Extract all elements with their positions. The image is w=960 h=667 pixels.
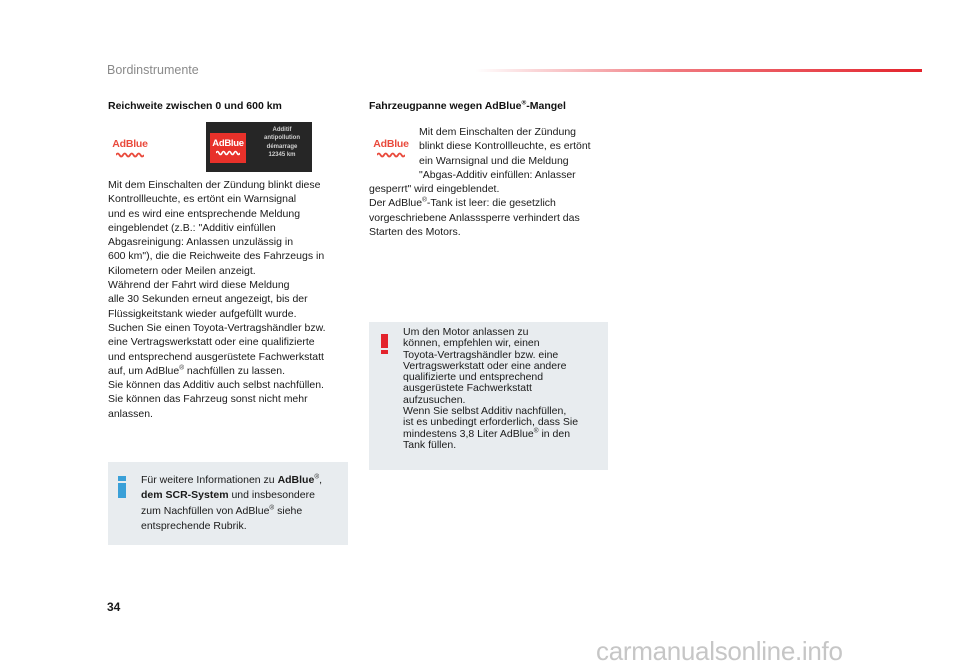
text-span: nachfüllen zu lassen.: [184, 364, 285, 377]
wave-icon: [116, 152, 144, 158]
text-line: Suchen Sie einen Toyota-Vertragshändler bzw.: [108, 321, 326, 334]
adblue-icon-label: AdBlue: [112, 138, 148, 150]
text-line: Tank füllen.: [403, 438, 457, 451]
text-line: aufzusuchen.: [403, 393, 466, 406]
text-line: Wenn Sie selbst Additiv nachfüllen,: [403, 405, 567, 418]
text-line: entsprechende Rubrik.: [141, 519, 247, 532]
instrument-display: [206, 122, 312, 172]
text-line: ein Warnsignal und die Meldung: [419, 154, 569, 167]
warning-text: [403, 327, 578, 451]
watermark: carmanualsonline.info: [596, 636, 843, 666]
text-line: eingeblendet (z.B.: "Additiv einfüllen: [108, 221, 276, 234]
text-line: Mit dem Einschalten der Zündung: [419, 126, 577, 138]
registered-mark: ®: [269, 504, 275, 512]
display-line: Additif: [272, 127, 292, 133]
registered-mark: ®: [314, 473, 320, 481]
display-line: antipollution: [264, 135, 300, 142]
text-line: Sie können das Additiv auch selbst nachfüllen.: [108, 379, 324, 392]
text-line: Toyota-Vertragshändler bzw. eine: [403, 348, 559, 361]
registered-mark: ®: [179, 364, 185, 372]
text-span: Der AdBlue: [369, 197, 423, 210]
text-line: Sie können das Fahrzeug sonst nicht mehr: [108, 393, 308, 406]
text-line: ist es unbedingt erforderlich, dass Sie: [403, 416, 579, 429]
text-span: siehe: [274, 504, 303, 517]
display-message: [254, 126, 310, 159]
info-icon: [118, 476, 126, 498]
text-span: Fahrzeugpanne wegen AdBlue: [369, 100, 522, 112]
text-line: Kontrollleuchte, es ertönt ein Warnsignal: [108, 193, 297, 206]
text-line: und entsprechend ausgerüstete Fachwerkstatt: [108, 350, 324, 363]
text-line: vorgeschriebene Anlasssperre verhindert das: [369, 211, 580, 224]
display-line: 12345 km: [268, 151, 296, 158]
text-line: "Abgas-Additiv einfüllen: Anlasser: [419, 168, 576, 181]
text-line: können, empfehlen wir, einen: [403, 337, 540, 350]
text-line: anlassen.: [108, 407, 153, 420]
text-bold: AdBlue: [277, 474, 315, 486]
text-line: [141, 488, 322, 503]
text-span: in den: [538, 427, 571, 440]
warning-box: [369, 322, 608, 470]
info-box: [108, 462, 348, 545]
page-number: 34: [107, 600, 121, 614]
display-adblue-icon: [210, 133, 246, 163]
text-line: blinkt diese Kontrollleuchte, es ertönt: [419, 140, 591, 153]
text-line: Während der Fahrt wird diese Meldung: [108, 279, 290, 292]
page-section-title: Bordinstrumente: [107, 63, 199, 77]
left-section-title: Reichweite zwischen 0 und 600 km: [108, 100, 282, 112]
text-span: mindestens 3,8 Liter AdBlue: [403, 427, 534, 440]
text-line: Kilometern oder Meilen anzeigt.: [108, 264, 256, 277]
exclamation-icon: [381, 334, 388, 354]
adblue-warning-icon: [108, 138, 152, 166]
text-line: Abgasreinigung: Anlassen unzulässig in: [108, 236, 294, 249]
text-line: [369, 196, 591, 210]
text-line: Starten des Motors.: [369, 226, 461, 239]
display-wave-icon: [216, 150, 240, 156]
text-span: -Mangel: [526, 100, 566, 112]
display-line: démarrage: [266, 143, 298, 150]
registered-mark: ®: [533, 427, 539, 435]
text-line: Flüssigkeitstank wieder aufgefüllt wurde.: [108, 307, 297, 320]
text-line: [141, 504, 322, 519]
text-line: qualifizierte und entsprechend: [403, 371, 544, 384]
text-span: ,: [319, 474, 323, 486]
header-accent-line: [475, 69, 922, 72]
adblue-icon-label: AdBlue: [373, 138, 409, 150]
info-text: [141, 473, 322, 534]
text-line: alle 30 Sekunden erneut angezeigt, bis der: [108, 293, 308, 306]
text-line: gesperrt" wird eingeblendet.: [369, 183, 500, 196]
text-line: und es wird eine entsprechende Meldung: [108, 207, 301, 220]
text-line: Um den Motor anlassen zu: [403, 326, 529, 338]
display-adblue-label: AdBlue: [212, 138, 244, 149]
text-line: 600 km"), die die Reichweite des Fahrzeugs in: [108, 250, 325, 263]
registered-mark: ®: [521, 99, 527, 107]
text-line: [141, 473, 322, 488]
text-line: [108, 364, 326, 378]
text-bold: dem SCR-System: [141, 489, 229, 502]
text-span: zum Nachfüllen von AdBlue: [141, 504, 270, 517]
right-section-title: [369, 100, 566, 112]
text-span: auf, um AdBlue: [108, 364, 180, 377]
text-line: ausgerüstete Fachwerkstatt: [403, 382, 532, 395]
left-body-text: [108, 178, 326, 421]
text-line: Mit dem Einschalten der Zündung blinkt diese: [108, 179, 321, 191]
right-body-text: [369, 125, 591, 239]
text-span: -Tank ist leer: die gesetzlich: [426, 197, 556, 210]
text-span: und insbesondere: [228, 489, 315, 502]
text-line: Vertragswerkstatt oder eine andere: [403, 359, 567, 372]
registered-mark: ®: [422, 196, 427, 204]
text-line: eine Vertragswerkstatt oder eine qualifizierte: [108, 336, 315, 349]
text-span: Für weitere Informationen zu: [141, 474, 278, 486]
